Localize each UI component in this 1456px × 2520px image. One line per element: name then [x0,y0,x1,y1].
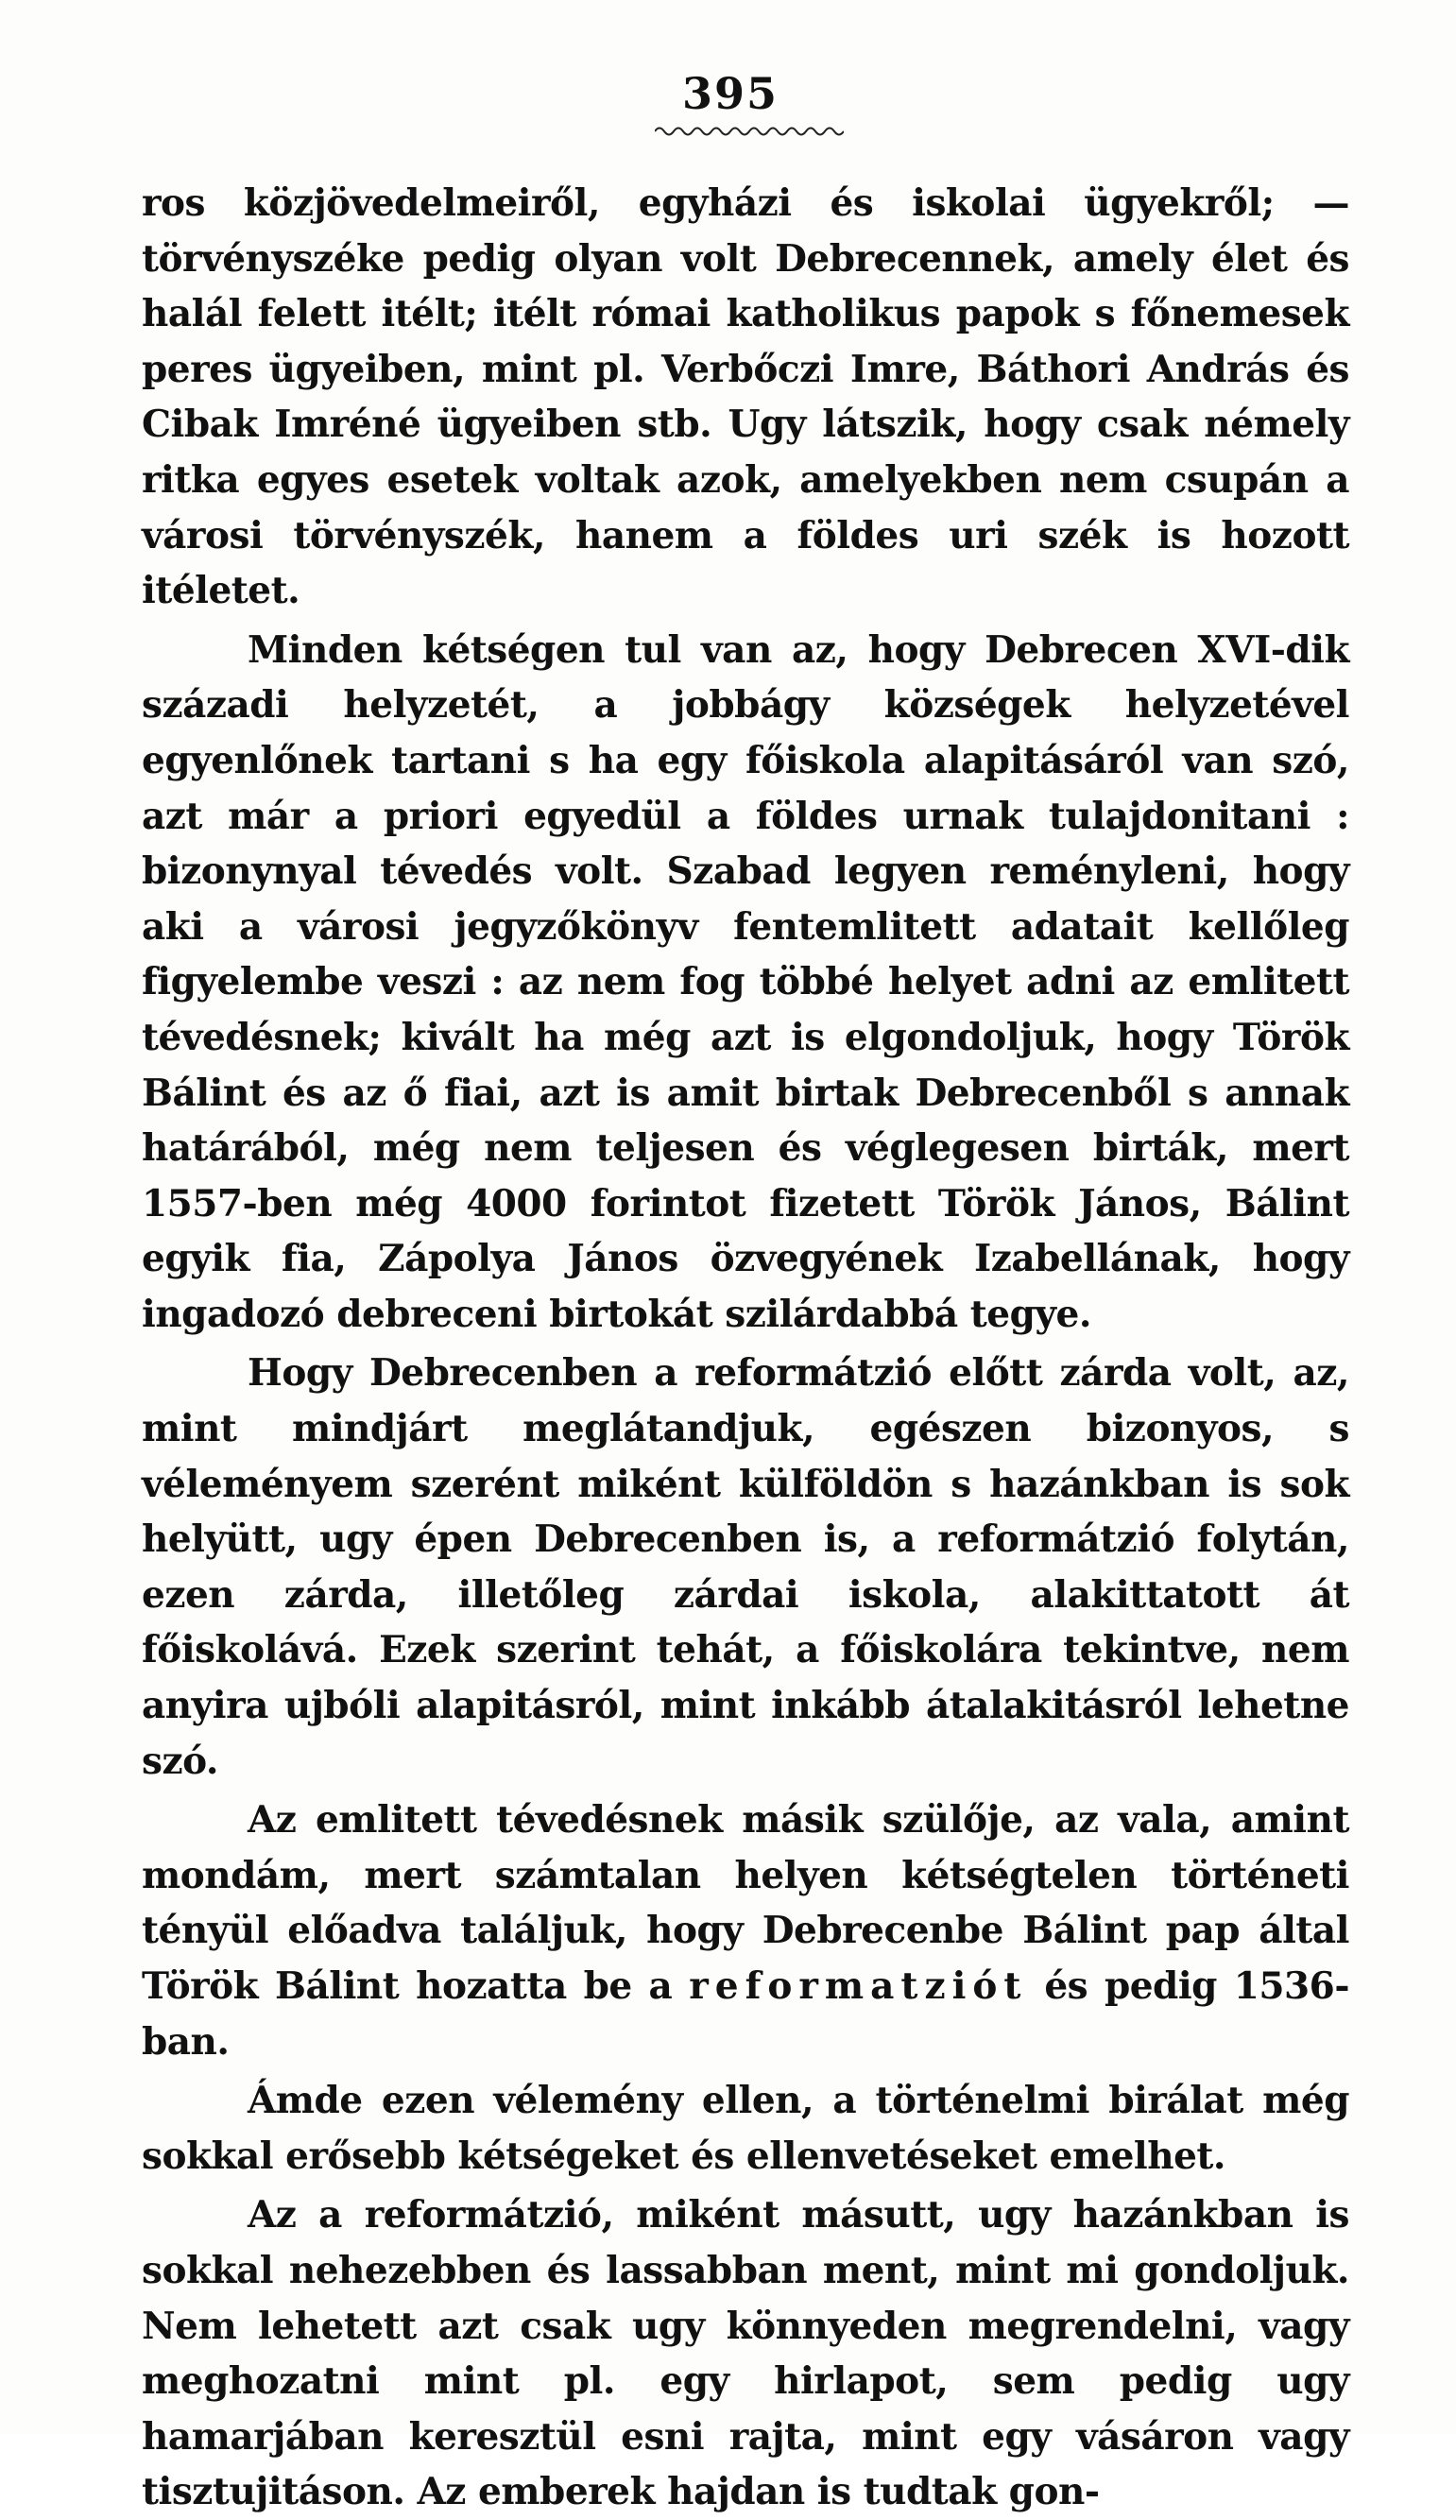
body-text [142,176,1349,2520]
paragraph-2: Minden kétségen tul van az, hogy Debrecen XVI-dik századi helyzetét, a jobbágy községek helyzetével egyenlőnek tartani s ha egy főiskola alapitásáról van szó, azt már a priori egyedül a földes urnak tulajdonitani : bizonynyal tévedés volt. Szabad legyen reményleni, hogy aki a városi jegyzőkönyv fentemlitett adatait kellőleg figyelembe veszi : az nem fog többé helyet adni az emlitett tévedésnek; kivált ha még azt is elgondoljuk, hogy Török Bálint és az ő fiai, azt is amit birtak Debrecenből s annak határából, még nem teljesen és véglegesen birták, mert 1557-ben még 4000 forintot fizetett Török János, Bálint egyik fia, Zápolya János özvegyének Izabellának, hogy ingadozó debreceni birtokát szilárdabbá tegye. [142,627,1349,1336]
paragraph-4-text-before: Az emlitett tévedésnek másik szülője, az vala, amint mondám, mert számtalan helyen kétségtelen történeti tényül előadva találjuk, hogy Debrecenbe Bálint pap által Török Bálint hozatta be a [142,1798,1349,2008]
spaced-word-reformatziot: reformatziót [689,1964,1028,2008]
page-number: 395 [681,68,779,119]
paragraph-3: Hogy Debrecenben a reformátzió előtt zárda volt, az, mint mindjárt meglátandjuk, egészen bizonyos, s véleményem szerént miként külföldön s hazánkban is sok helyütt, ugy épen Debrecenben is, a reformátzió folytán, ezen zárda, illetőleg zárdai iskola, alakittatott át főiskolává. Ezek szerint tehát, a főiskolára tekintve, nem anyira ujbóli alapitásról, mint inkább átalakitásról lehetne szó. [142,1351,1349,1783]
paragraph-6: Az a reformátzió, miként másutt, ugy hazánkban is sokkal nehezebben és lassabban ment, mint mi gondoljuk. Nem lehetett azt csak ugy könnyeden megrendelni, vagy meghozatni mint pl. egy hirlapot, sem pedig ugy hamarjában keresztül esni rajta, mint egy vásáron vagy tisztujitáson. Az emberek hajdan is tudtak gon- [142,2193,1349,2514]
paragraph-4-text-after: és pedig 1536-ban. [142,1964,1350,2064]
paragraph-4 [142,1792,1349,2069]
wavy-rule-ornament [655,125,844,138]
paragraph-1: ros közjövedelmeiről, egyházi és iskolai ügyekről; — törvényszéke pedig olyan volt Debrecennek, amely élet és halál felett itélt; itélt római katholikus papok s főnemesek peres ügyeiben, mint pl. Verbőczi Imre, Báthori András és Cibak Imréné ügyeiben stb. Ugy látszik, hogy csak némely ritka egyes esetek voltak azok, amelyekben nem csupán a városi törvényszék, hanem a földes uri szék is hozott itéletet. [142,181,1349,613]
paragraph-5: Ámde ezen vélemény ellen, a történelmi birálat még sokkal erősebb kétségeket és ellenvetéseket emelhet. [142,2079,1349,2178]
